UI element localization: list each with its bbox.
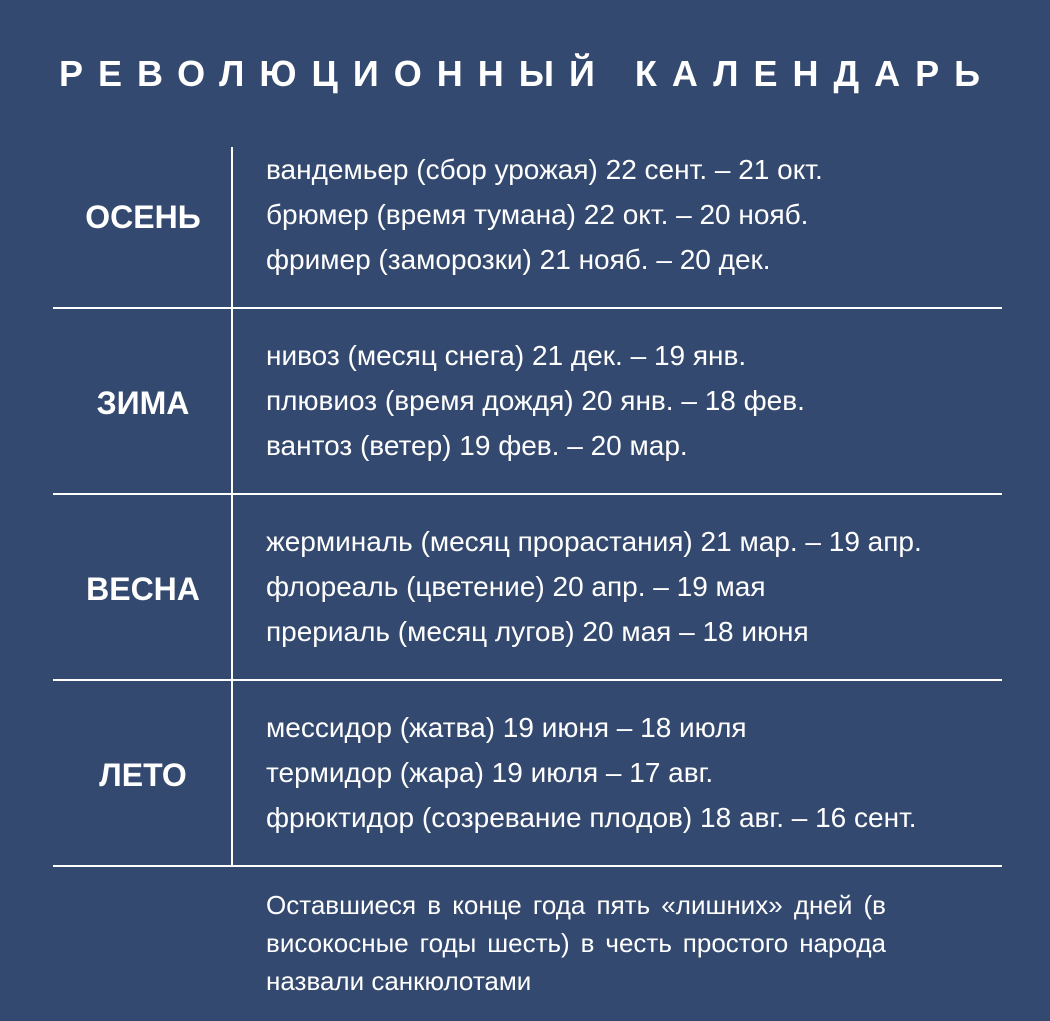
month-vendemiaire: вандемьер (сбор урожая) 22 сент. – 21 окт.	[266, 154, 823, 185]
season-spring-label: ВЕСНА	[86, 571, 200, 607]
month-prairial: прериаль (месяц лугов) 20 мая – 18 июня	[266, 616, 809, 647]
month-frimaire: фример (заморозки) 21 нояб. – 20 дек.	[266, 244, 771, 275]
month-germinal: жерминаль (месяц прорастания) 21 мар. – 19 апр.	[266, 526, 922, 557]
season-autumn-label: ОСЕНЬ	[85, 199, 201, 235]
month-floreal: флореаль (цветение) 20 апр. – 19 мая	[266, 571, 766, 602]
month-ventose: вантоз (ветер) 19 фев. – 20 мар.	[266, 430, 688, 461]
row-divider	[53, 493, 1002, 495]
season-summer-label: ЛЕТО	[99, 757, 187, 793]
month-fructidor: фрюктидор (созревание плодов) 18 авг. – 16 сент.	[266, 802, 917, 833]
season-winter-months	[266, 333, 1026, 468]
page-title: РЕВОЛЮЦИОННЫЙ КАЛЕНДАРЬ	[58, 53, 996, 94]
month-thermidor: термидор (жара) 19 июля – 17 авг.	[266, 757, 714, 788]
season-winter-label: ЗИМА	[96, 385, 190, 421]
season-summer-months	[266, 705, 1026, 840]
month-messidor: мессидор (жатва) 19 июня – 18 июля	[266, 712, 747, 743]
season-spring-months	[266, 519, 1026, 654]
footnote-sansculottides: Оставшиеся в конце года пять «лишних» дней (в високосные годы шесть) в честь простого народа назвали санкюлотами	[266, 890, 886, 996]
row-divider	[53, 307, 1002, 309]
month-pluviose: плювиоз (время дождя) 20 янв. – 18 фев.	[266, 385, 805, 416]
month-nivose: нивоз (месяц снега) 21 дек. – 19 янв.	[266, 340, 747, 371]
month-brumaire: брюмер (время тумана) 22 окт. – 20 нояб.	[266, 199, 809, 230]
row-divider	[53, 679, 1002, 681]
season-autumn-months	[266, 147, 1026, 282]
row-divider	[53, 865, 1002, 867]
